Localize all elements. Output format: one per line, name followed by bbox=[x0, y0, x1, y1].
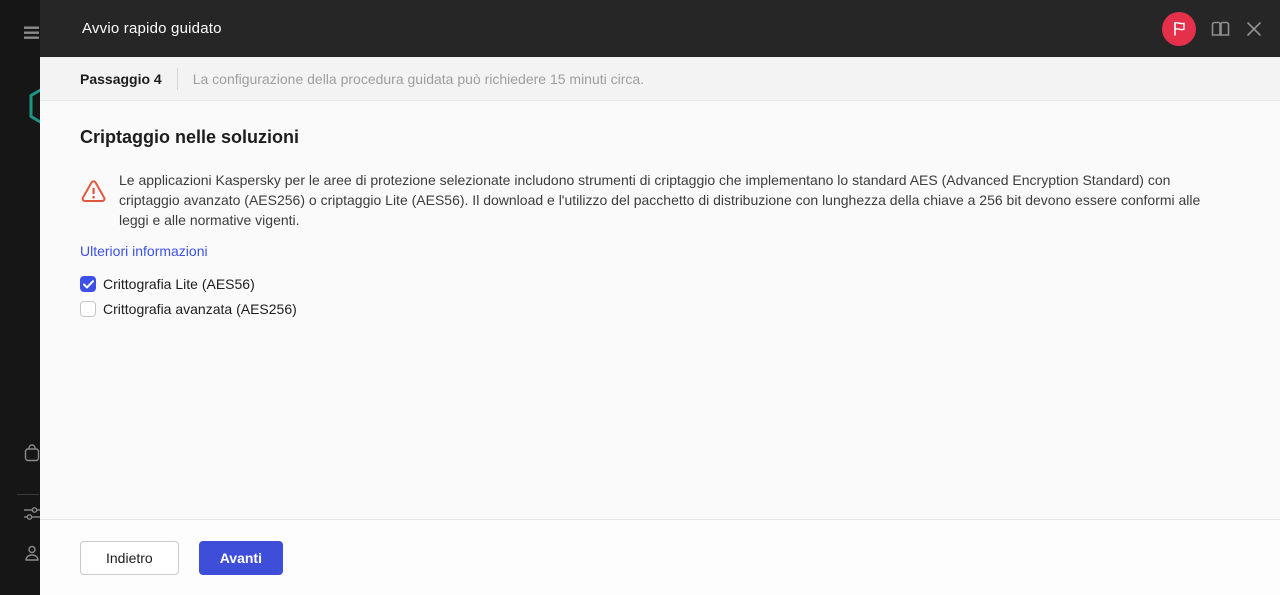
header-actions bbox=[1162, 12, 1264, 46]
dialog-title: Avvio rapido guidato bbox=[82, 20, 222, 37]
flag-icon bbox=[1171, 20, 1188, 37]
wizard-step-bar bbox=[40, 57, 1280, 101]
hamburger-menu-icon[interactable] bbox=[24, 24, 40, 42]
checkbox-lite-aes56[interactable] bbox=[80, 276, 96, 292]
dialog-body bbox=[40, 101, 1280, 519]
close-icon[interactable] bbox=[1244, 19, 1264, 39]
step-description: La configurazione della procedura guidata può richiedere 15 minuti circa. bbox=[192, 70, 645, 87]
checkbox-avanzata-aes256[interactable] bbox=[80, 301, 96, 317]
step-divider bbox=[177, 68, 178, 90]
sidebar-divider bbox=[17, 494, 39, 495]
warning-triangle-icon bbox=[81, 180, 106, 203]
settings-sliders-icon[interactable] bbox=[24, 505, 40, 523]
warning-text: Le applicazioni Kaspersky per le aree di protezione selezionate includono strumenti di criptaggio che implementano lo standard AES (Advanced Encryption Standard) con criptaggio avanzato (AES256) o criptaggio Lite (AES56). Il download e l'utilizzo del pacchetto di distribuzione con lunghezza della chiave a 256 bit devono essere conformi alle leggi e alle normative vigenti. bbox=[119, 172, 1201, 228]
encryption-options bbox=[80, 276, 1240, 317]
next-button[interactable]: Avanti bbox=[199, 541, 283, 575]
dialog-footer bbox=[40, 519, 1280, 595]
option-label-lite-aes56: Crittografia Lite (AES56) bbox=[103, 276, 255, 292]
back-button[interactable]: Indietro bbox=[80, 541, 179, 575]
option-label-avanzata-aes256: Crittografia avanzata (AES256) bbox=[103, 301, 297, 317]
bag-icon[interactable] bbox=[24, 444, 40, 462]
manual-icon[interactable] bbox=[1210, 19, 1230, 39]
option-row-avanzata-aes256[interactable] bbox=[80, 301, 1240, 317]
step-label: Passaggio 4 bbox=[80, 70, 162, 87]
dialog-header bbox=[40, 0, 1280, 57]
check-icon bbox=[83, 280, 94, 289]
more-info-link[interactable]: Ulteriori informazioni bbox=[80, 243, 208, 259]
warning-note bbox=[80, 170, 1240, 230]
user-icon[interactable] bbox=[24, 545, 40, 563]
page-title: Criptaggio nelle soluzioni bbox=[80, 127, 300, 147]
whats-new-button[interactable] bbox=[1162, 12, 1196, 46]
quick-start-wizard-dialog bbox=[40, 0, 1280, 595]
sidebar-nav bbox=[0, 0, 40, 595]
option-row-lite-aes56[interactable] bbox=[80, 276, 1240, 292]
